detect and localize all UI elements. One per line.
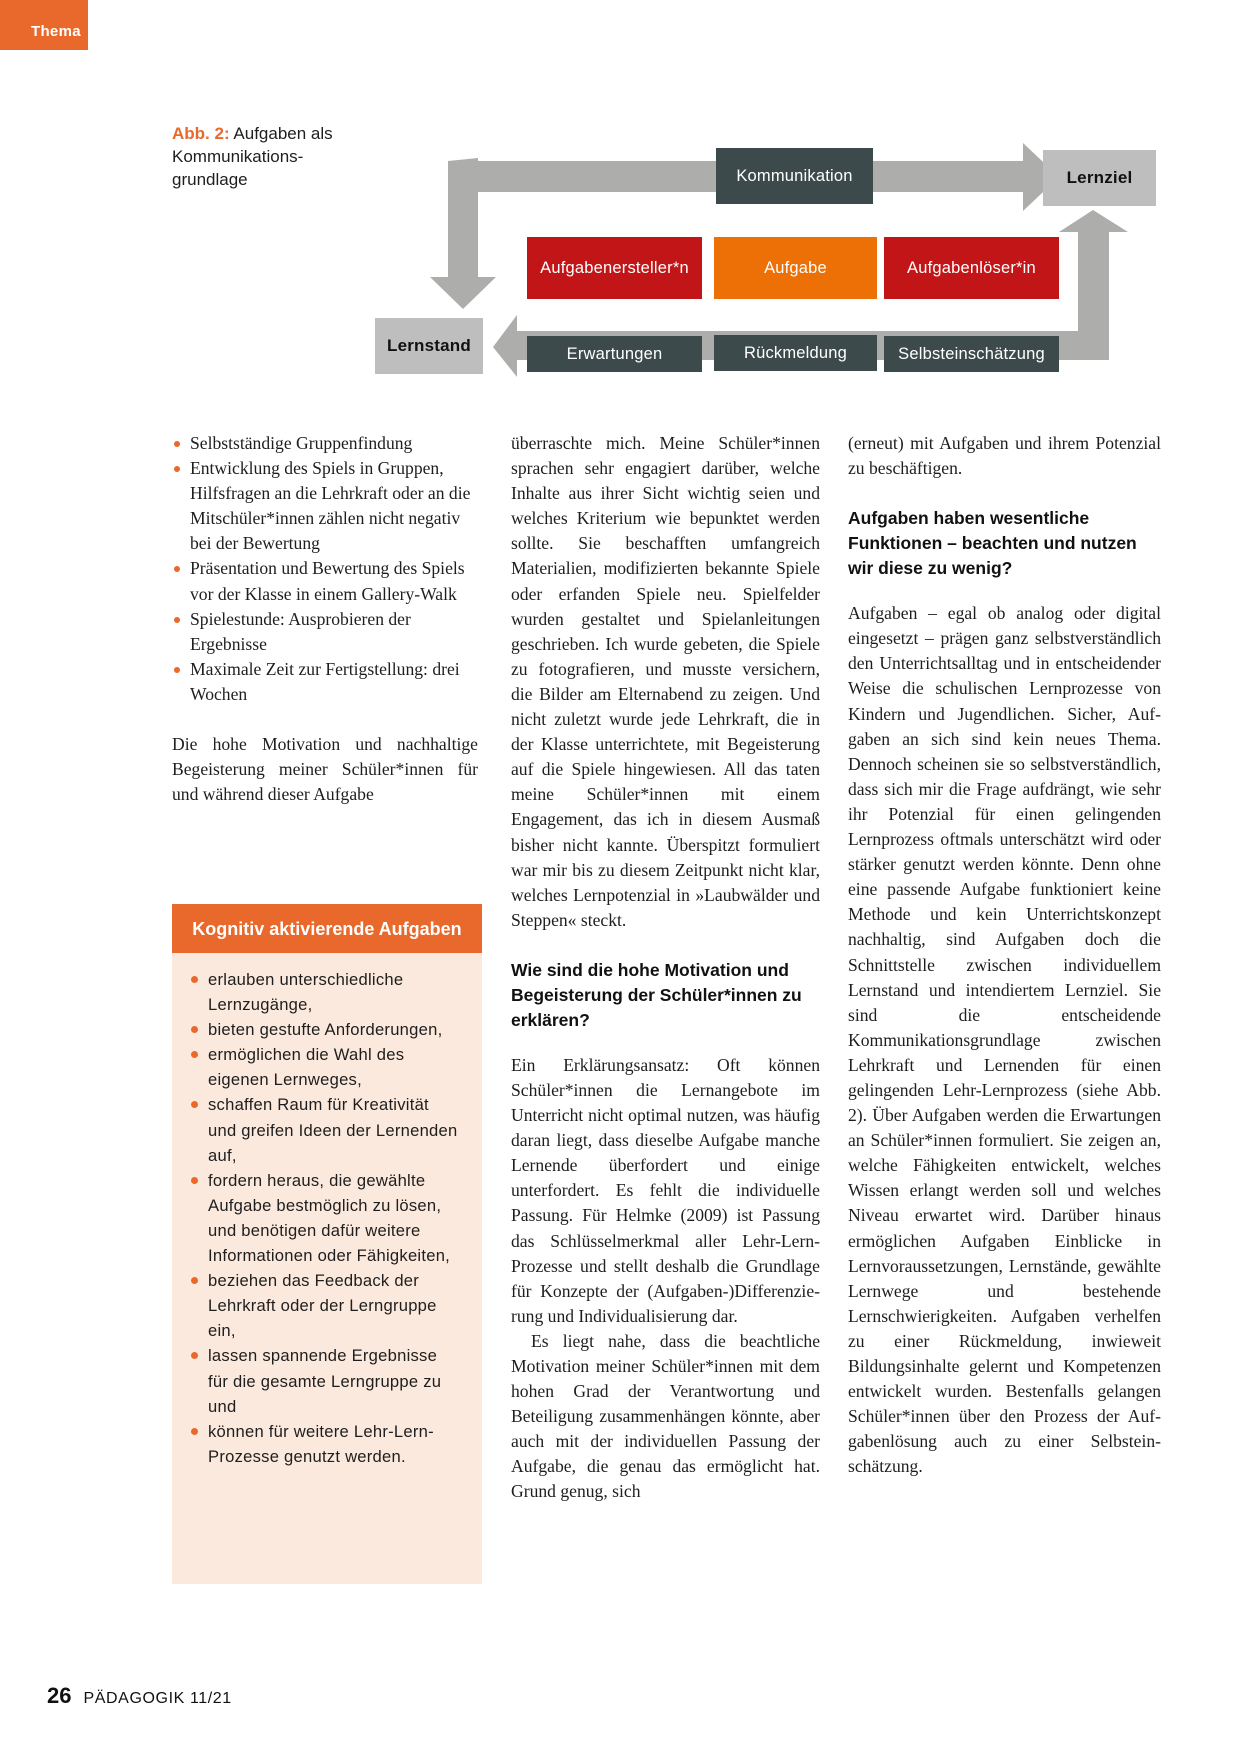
infobox-item: schaffen Raum für Kreativität und greifen Ideen der Lernenden auf,	[208, 1092, 462, 1167]
infobox-item: bieten gestufte Anforderungen,	[208, 1017, 462, 1042]
figure-label: Abb. 2:	[172, 124, 230, 143]
body-paragraph: Ein Erklärungsansatz: Oft können Schüler*innen die Lernangebote im Unterricht nicht optimal nutzen, was häufig daran liegt, dass dieselbe Aufgabe manche Lernende überfordert und einige unterfordert. Es fehlt die individuelle Passung. Für Helmke (2009) ist Passung das Schlüsselmerkmal aller Lehr-Lern-Prozesse und stellt deshalb die Grundlage für Konzepte der (Aufgaben-)Differenzierung und Individualisierung dar.	[511, 1054, 820, 1326]
column-3	[848, 431, 1161, 1479]
list-item: Maximale Zeit zur Fertigstellung: drei Wochen	[172, 657, 478, 707]
page-number: 26	[47, 1683, 72, 1708]
node-aufgabenloeser	[884, 237, 1059, 299]
figure-caption-line-3: grundlage	[172, 170, 248, 189]
node-lernstand-label: Lernstand	[387, 336, 471, 355]
list-item: Präsentation und Bewertung des Spiels vor der Klasse in einem Gallery-Walk	[172, 556, 478, 606]
body-paragraph: Aufgaben – egal ob analog oder digital eingesetzt – prägen ganz selbstverständlich den Unterrichtsalltag und in entscheidender Weise die schulischen Lernprozesse von Kindern und Jugendlichen. Sicher, Aufgaben an sich sind kein neues Thema. Dennoch scheinen sie so selbstverständlich, dass sich mir die Frage aufdrängt, wie sehr ihr Potenzial für einen gelingenden Lernprozess oftmals unterschätzt wird oder stärker genutzt werden könnte. Denn ohne eine passende Aufgabe funktioniert keine Methode und kein Unterrichtskonzept nachhaltig, sind Aufgaben doch die Schnittstelle zwischen individuellem Lernstand und intendiertem Lernziel. Sie sind die entscheidende Kommunikationsgrundlage zwischen Lehrkraft und Lernenden für einen gelingenden Lehr-Lernprozess (siehe Abb. 2). Über Aufgaben werden die Erwartungen an Schüler*innen formuliert. Sie zeigen an, welche Fähigkeiten entwickelt, welches Wissen erlangt werden soll und welches Niveau erwartet wird. Darüber hinaus ermöglichen Aufgaben Einblicke in Lernvoraussetzungen, Lernstände, gewählte Lernwege und bestehende Lernschwierigkeiten. Aufgaben verhelfen zu einer Rückmeldung, inwieweit Bildungsinhalte gelernt und Kompetenzen entwickelt wurden. Bestenfalls gelangen Schüler*innen über den Prozess der Aufgabenlösung auch zu einer Selbsteinschätzung.	[848, 603, 1161, 1477]
body-paragraph: überraschte mich. Meine Schüler*innen sprachen sehr engagiert darüber, welche Inhalte aus ihrer Sicht wichtig seien und welches Kriterium wie bepunktet werden sollte. Sie beschafften umfangreich Materialien, modifizierten bekannte Spiele oder erfanden Spiele neu. Spielfelder wurden gestaltet und Spielanleitungen geschrieben. Ich wurde gebeten, die Spiele zu fotografieren, und musste versichern, die Bilder am Elternabend zu zeigen. Und nicht zuletzt wurde jede Lehrkraft, die in der Klasse unterrichtete, mit Begeisterung auf die Spiele hingewiesen. All das taten meine Schüler*innen mit einem Engagement, das ich in diesem Ausmaß bisher nicht kannte. Überspitzt formuliert war mir bis zu diesem Zeitpunkt nicht klar, welches Lernpotenzial in »Laubwälder und Steppen« steckt.	[511, 433, 820, 930]
node-aufgabe	[714, 237, 877, 299]
node-lernziel-label: Lernziel	[1066, 168, 1133, 187]
infobox-item: erlauben unterschiedliche Lernzugänge,	[208, 967, 462, 1017]
node-rueckmeldung-label: Rückmeldung	[743, 343, 848, 362]
infobox-item: beziehen das Feedback der Lehrkraft oder der Lerngruppe ein,	[208, 1268, 462, 1343]
infobox-title: Kognitiv aktivierende Aufgaben	[172, 904, 482, 953]
node-lernstand	[375, 318, 483, 374]
infobox-list	[172, 953, 482, 1469]
section-tag-label: Thema	[31, 23, 81, 40]
section-heading: Wie sind die hohe Motivation und Begeisterung der Schüler*innen zu erklären?	[511, 959, 802, 1030]
project-steps-list	[172, 431, 478, 707]
page-footer	[47, 1683, 232, 1709]
figure-caption-line-1: Aufgaben als	[233, 124, 333, 143]
list-item: Entwicklung des Spiels in Gruppen, Hilfsfragen an die Lehrkraft oder an die Mitschüler*innen zählen nicht negativ bei der Bewertung	[172, 456, 478, 556]
body-paragraph: Es liegt nahe, dass die beachtliche Motivation meiner Schüler*innen mit dem hohen Grad der Verantwortung und Beteiligung zusammenhängen könnte, aber auch mit der individuellen Passung der Aufgabe, die genau das ermöglicht hat. Grund genug, sich	[511, 1330, 820, 1502]
list-item: Spielestunde: Ausprobieren der Ergebnisse	[172, 607, 478, 657]
magazine-issue: PÄDAGOGIK 11/21	[83, 1690, 232, 1707]
body-paragraph: (erneut) mit Aufgaben und ihrem Potenzial zu beschäftigen.	[848, 433, 1161, 479]
node-erwartungen-label: Erwartungen	[566, 344, 663, 363]
infobox-kognitiv-aktivierende-aufgaben	[172, 904, 482, 1584]
node-rueckmeldung	[714, 335, 877, 371]
column-2	[511, 431, 820, 1505]
infobox-item: fordern heraus, die gewählte Aufgabe bestmöglich zu lösen, und benötigen dafür weitere Informationen oder Fähigkeiten,	[208, 1168, 462, 1268]
node-erwartungen	[527, 336, 702, 372]
infobox-item: lassen spannende Ergebnisse für die gesamte Lerngruppe zu und	[208, 1343, 462, 1418]
figure-caption-line-2: Kommunikations-	[172, 147, 304, 166]
node-aufgabenloeser-label: Aufgabenlöser*in	[907, 258, 1036, 277]
node-kommunikation-label: Kommunikation	[736, 166, 853, 185]
infobox-item: können für weitere Lehr-Lern-Prozesse genutzt werden.	[208, 1419, 462, 1469]
node-kommunikation	[716, 148, 873, 204]
node-lernziel	[1043, 150, 1156, 206]
column-1	[172, 431, 478, 807]
body-paragraph: Die hohe Motivation und nachhaltige Begeisterung meiner Schüler*innen für und während dieser Aufgabe	[172, 734, 478, 805]
node-aufgabenersteller	[527, 237, 702, 299]
node-selbsteinschaetzung	[884, 336, 1059, 372]
node-selbsteinschaetzung-label: Selbsteinschätzung	[898, 344, 1045, 363]
node-aufgabenersteller-label: Aufgabenersteller*n	[540, 258, 689, 277]
list-item: Selbstständige Gruppenfindung	[172, 431, 478, 456]
node-aufgabe-label: Aufgabe	[764, 258, 827, 277]
infobox-item: ermöglichen die Wahl des eigenen Lernweges,	[208, 1042, 462, 1092]
communication-diagram	[0, 0, 1240, 400]
section-heading: Aufgaben haben wesentliche Funktionen – beachten und nutzen wir diese zu wenig?	[848, 508, 1137, 579]
